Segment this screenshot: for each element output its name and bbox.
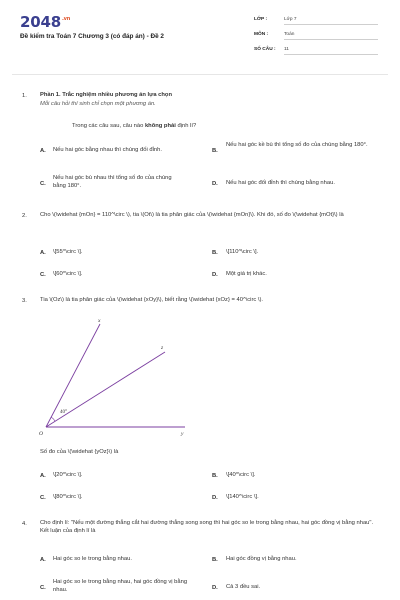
meta-value: Toán — [284, 32, 295, 37]
page-title: Đề kiểm tra Toán 7 Chương 3 (có đáp án) - Đề 2 — [20, 33, 164, 40]
question-prompt: Cho \(\widehat {mOn} = 110^\circ \), tia \(Ot\) là tia phân giác của \(\widehat {mOn}\). Khi đó, số đo \(\widehat {mOt}\) là — [40, 212, 344, 218]
angle-figure — [30, 312, 200, 442]
label-y: y — [181, 431, 184, 437]
question-prompt: Tia \(Oz\) là tia phân giác của \(\widehat {xOy}\), biết rằng \(\widehat {xOz} = 40^\circ \). — [40, 297, 264, 303]
option-text[interactable]: Cả 3 đều sai. — [226, 584, 261, 590]
label-angle: 40° — [60, 410, 67, 415]
option-letter[interactable]: B. — [212, 557, 218, 563]
ray-ox — [46, 324, 100, 427]
option-letter[interactable]: D. — [212, 495, 218, 501]
option-letter[interactable]: B. — [212, 473, 218, 479]
option-text[interactable]: Nếu hai góc bằng nhau thì chúng đối đỉnh. — [53, 147, 162, 153]
question-number: 1. — [22, 93, 27, 99]
logo-text: 2048 — [20, 13, 61, 31]
label-x: x — [98, 318, 101, 324]
meta-class — [254, 15, 378, 25]
option-text[interactable]: \[60^\circ \]. — [53, 271, 83, 277]
question-prompt: Cho định lí: "Nếu một đường thẳng cắt hai đường thẳng song song thì hai góc so le trong bằng nhau, hai góc đồng vị bằng nhau". Kết luận của định lí là — [40, 520, 374, 534]
option-letter[interactable]: A. — [40, 557, 46, 563]
site-logo[interactable] — [20, 13, 70, 31]
ray-oz — [46, 352, 165, 427]
meta-key: SỐ CÂU : — [254, 47, 276, 52]
section-title: Phần 1. Trắc nghiệm nhiều phương án lựa chọn — [40, 92, 173, 98]
meta-count — [254, 45, 378, 55]
prompt-emphasis: không phải — [144, 123, 176, 129]
option-text[interactable]: \[20^\circ \]. — [53, 472, 83, 478]
logo-suffix: .vn — [61, 16, 71, 22]
option-text[interactable]: Nếu hai góc kề bù thì tổng số đo của chúng bằng 180°. — [226, 142, 368, 148]
meta-underline — [284, 24, 378, 25]
option-letter[interactable]: D. — [212, 585, 218, 591]
option-letter[interactable]: A. — [40, 473, 46, 479]
option-text[interactable]: \[140^\circ \]. — [226, 494, 259, 500]
option-text[interactable]: Một giá trị khác. — [226, 271, 267, 277]
prompt-text: Trong các câu sau, câu nào — [72, 123, 145, 129]
option-letter[interactable]: A. — [40, 250, 46, 256]
question-number: 4. — [22, 521, 27, 527]
section-note: Mỗi câu hỏi thí sinh chỉ chọn một phương án. — [40, 101, 156, 107]
option-text[interactable]: Hai góc so le trong bằng nhau. — [53, 556, 132, 562]
label-z: z — [161, 345, 164, 351]
prompt-text: định lí? — [175, 123, 197, 129]
option-text[interactable]: Hai góc đồng vị bằng nhau. — [226, 556, 297, 562]
option-letter[interactable]: A. — [40, 148, 46, 154]
meta-value: 11 — [284, 47, 289, 52]
option-letter[interactable]: B. — [212, 250, 218, 256]
header-divider — [12, 74, 388, 75]
meta-underline — [284, 54, 378, 55]
meta-key: LỚP : — [254, 17, 268, 22]
option-text[interactable]: Nếu hai góc đối đỉnh thì chúng bằng nhau. — [226, 180, 335, 186]
label-o: O — [39, 431, 43, 437]
meta-subject — [254, 30, 378, 40]
meta-value: Lớp 7 — [284, 17, 297, 22]
question-number: 2. — [22, 213, 27, 219]
option-letter[interactable]: D. — [212, 272, 218, 278]
question-prompt — [72, 122, 196, 130]
option-letter[interactable]: C. — [40, 585, 46, 591]
question-number: 3. — [22, 298, 27, 304]
option-text[interactable]: \[110^\circ \]. — [226, 249, 259, 255]
question-subprompt: Số đo của \(\widehat {yOz}\) là — [40, 449, 119, 455]
option-letter[interactable]: B. — [212, 148, 218, 154]
option-letter[interactable]: C. — [40, 181, 46, 187]
option-text[interactable]: Hai góc so le trong bằng nhau, hai góc đồng vị bằng nhau. — [53, 579, 188, 593]
option-letter[interactable]: C. — [40, 272, 46, 278]
option-text[interactable]: \[40^\circ \]. — [226, 472, 256, 478]
option-letter[interactable]: D. — [212, 181, 218, 187]
option-text[interactable]: \[80^\circ \]. — [53, 494, 83, 500]
option-text[interactable]: \[55^\circ \]. — [53, 249, 83, 255]
option-letter[interactable]: C. — [40, 495, 46, 501]
meta-key: MÔN : — [254, 32, 269, 37]
angle-arc — [51, 417, 55, 421]
option-text[interactable]: Nếu hai góc bù nhau thì tổng số đo của chúng bằng 180°. — [53, 175, 172, 189]
meta-underline — [284, 39, 378, 40]
